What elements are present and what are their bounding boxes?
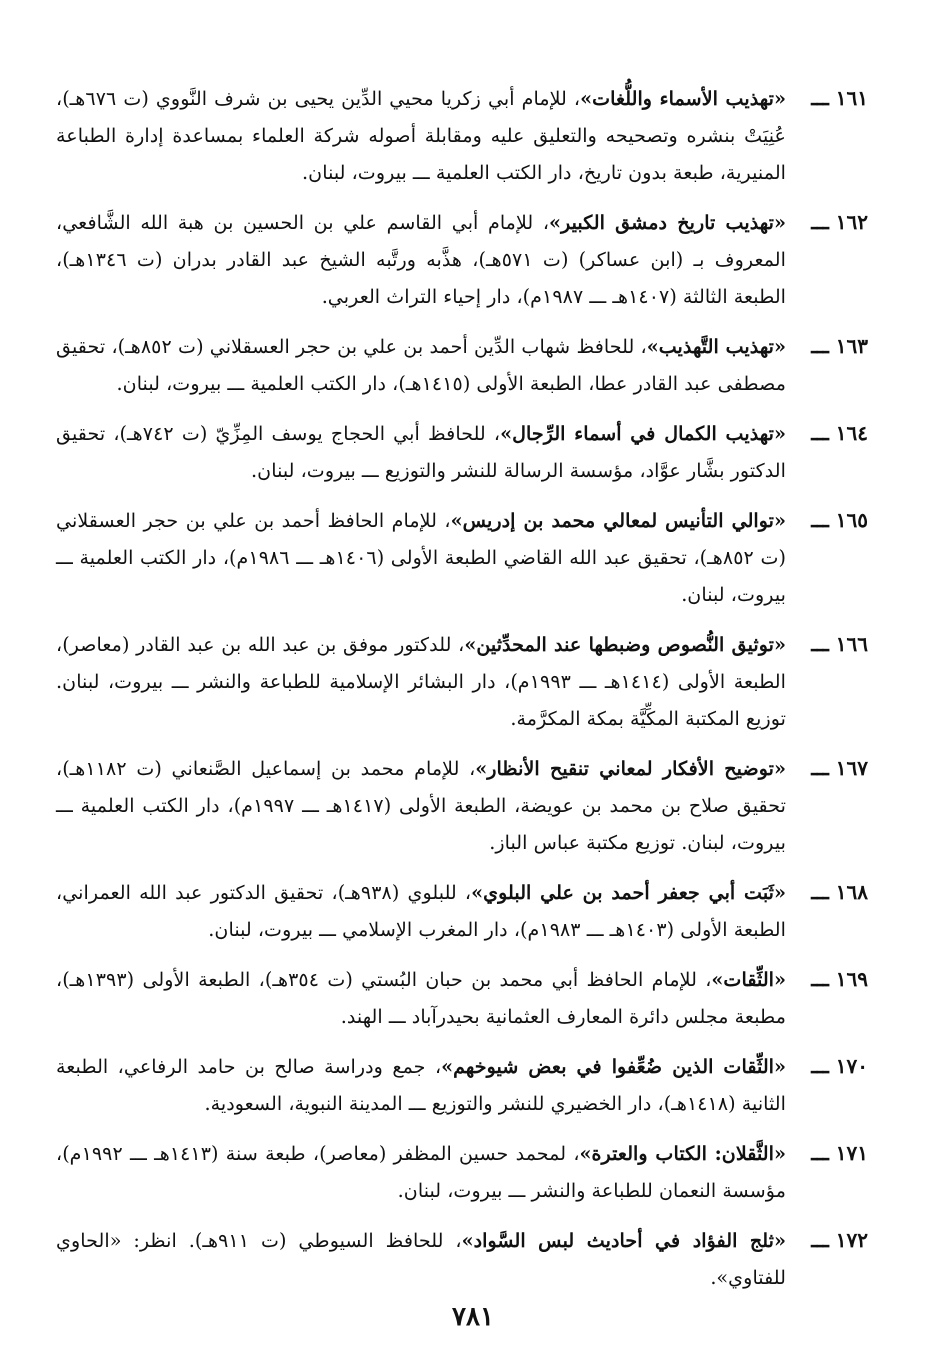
entry-body: [56, 1222, 786, 1296]
entry-number: ١٦٨ ـــ: [811, 880, 868, 904]
entry-title: «تهذيب التَّهذيب»: [646, 335, 787, 358]
entry-body: [56, 328, 786, 402]
entry-title: «تهذيب الأسماء واللُّغات»: [580, 87, 786, 110]
entry-number: ١٧٠ ـــ: [811, 1054, 868, 1078]
entry-title: «توثيق النُّصوص وضبطها عند المحدِّثين»: [464, 633, 786, 656]
entry-body: [56, 626, 786, 737]
entry-body: [56, 874, 786, 948]
entry-title: «توالي التأنيس لمعالي محمد بن إدريس»: [450, 509, 786, 532]
entry-title: «تهذيب الكمال في أسماء الرِّجال»: [500, 422, 786, 445]
entry-number: ١٦٩ ـــ: [811, 967, 868, 991]
entry-body: [56, 415, 786, 489]
entry-text: ، للبلوي (٩٣٨هـ)، تحقيق الدكتور عبد الله العمراني، الطبعة الأولى (١٤٠٣هـ ـــ ١٩٨٣م)، دار المغرب الإسلامي ـــ بيروت، لبنان.: [56, 881, 786, 941]
entry-number: ١٦١ ـــ: [811, 86, 868, 110]
entry-text: ، لمحمد حسين المظفر (معاصر)، طبعة سنة (١٤١٣هـ ـــ ١٩٩٢م)، مؤسسة النعمان للطباعة والنشر ـــ بيروت، لبنان.: [56, 1142, 786, 1202]
entry-number: ١٧١ ـــ: [811, 1141, 868, 1165]
entry-title: «ثلج الفؤاد في أحاديث لبس السَّواد»: [461, 1229, 786, 1252]
bibliography-entry: [56, 80, 868, 191]
entry-body: [56, 1135, 786, 1209]
entry-title: «توضيح الأفكار لمعاني تنقيح الأنظار»: [475, 757, 786, 780]
entry-text: ، للدكتور موفق بن عبد الله بن عبد القادر (معاصر)، الطبعة الأولى (١٤١٤هـ ـــ ١٩٩٣م)، دار البشائر الإسلامية للطباعة والنشر ـــ بيروت، لبنان. توزيع المكتبة المكِّيَّة بمكة المكرَّمة.: [56, 633, 786, 730]
entry-text: ، للحافظ السيوطي (ت ٩١١هـ). انظر: «الحاوي للفتاوي».: [56, 1229, 786, 1289]
entry-number: ١٦٢ ـــ: [811, 210, 868, 234]
bibliography-list: [56, 80, 868, 1309]
entry-number: ١٦٥ ـــ: [811, 508, 868, 532]
entry-text: ، للإمام الحافظ أحمد بن علي بن حجر العسقلاني (ت ٨٥٢هـ)، تحقيق عبد الله القاضي الطبعة الأولى (١٤٠٦هـ ـــ ١٩٨٦م)، دار الكتب العلمية ـــ بيروت، لبنان.: [56, 509, 786, 606]
entry-number: ١٦٣ ـــ: [811, 334, 868, 358]
bibliography-entry: [56, 204, 868, 315]
bibliography-entry: [56, 626, 868, 737]
entry-text: ، للحافظ شهاب الدِّين أحمد بن علي بن حجر العسقلاني (ت ٨٥٢هـ)، تحقيق مصطفى عبد القادر عطا، الطبعة الأولى (١٤١٥هـ)، دار الكتب العلمية ـــ بيروت، لبنان.: [56, 335, 786, 395]
entry-text: ، للإمام أبي القاسم علي بن الحسين بن هبة الله الشَّافعي، المعروف بـ (ابن عساكر) (ت ٥٧١هـ)، هذَّبه ورتَّبه الشيخ عبد القادر بدران (ت ١٣٤٦هـ)، الطبعة الثالثة (١٤٠٧هـ ـــ ١٩٨٧م)، دار إحياء التراث العربي.: [56, 211, 786, 308]
entry-number: ١٦٦ ـــ: [811, 632, 868, 656]
entry-number: ١٦٤ ـــ: [811, 421, 868, 445]
entry-body: [56, 1048, 786, 1122]
entry-title: «الثَّقلان: الكتاب والعترة»: [579, 1142, 786, 1165]
bibliography-entry: [56, 328, 868, 402]
entry-number: ١٦٧ ـــ: [811, 756, 868, 780]
entry-text: ، للإمام محمد بن إسماعيل الصَّنعاني (ت ١١٨٢هـ)، تحقيق صلاح بن محمد بن عويضة، الطبعة الأولى (١٤١٧هـ ـــ ١٩٩٧م)، دار الكتب العلمية ـــ بيروت، لبنان. توزيع مكتبة عباس الباز.: [56, 757, 786, 854]
entry-body: [56, 502, 786, 613]
bibliography-entry: [56, 415, 868, 489]
bibliography-entry: [56, 961, 868, 1035]
bibliography-entry: [56, 750, 868, 861]
entry-body: [56, 750, 786, 861]
entry-title: «تهذيب تاريخ دمشق الكبير»: [549, 211, 786, 234]
entry-title: «ثَبَت أبي جعفر أحمد بن علي البلوي»: [471, 881, 786, 904]
entry-body: [56, 961, 786, 1035]
bibliography-entry: [56, 1222, 868, 1296]
entry-body: [56, 204, 786, 315]
bibliography-entry: [56, 1135, 868, 1209]
entry-body: [56, 80, 786, 191]
entry-title: «الثِّقات»: [711, 968, 786, 991]
bibliography-entry: [56, 502, 868, 613]
entry-text: ، للإمام أبي زكريا محيي الدِّين يحيى بن شرف النَّووي (ت ٦٧٦هـ)، عُنِيَتْ بنشره وتصحيحه والتعليق عليه ومقابلة أصوله شركة العلماء بمساعدة إدارة الطباعة المنيرية، طبعة بدون تاريخ، دار الكتب العلمية ـــ بيروت، لبنان.: [56, 87, 786, 184]
entry-text: ، للإمام الحافظ أبي محمد بن حبان البُستي (ت ٣٥٤هـ)، الطبعة الأولى (١٣٩٣هـ)، مطبعة مجلس دائرة المعارف العثمانية بحيدرآباد ـــ الهند.: [56, 968, 786, 1028]
entry-text: ، للحافظ أبي الحجاج يوسف المِزِّيّ (ت ٧٤٢هـ)، تحقيق الدكتور بشَّار عوَّاد، مؤسسة الرسالة للنشر والتوزيع ـــ بيروت، لبنان.: [56, 422, 786, 482]
entry-text: ، جمع ودراسة صالح بن حامد الرفاعي، الطبعة الثانية (١٤١٨هـ)، دار الخضيري للنشر والتوزيع ـــ المدينة النبوية، السعودية.: [56, 1055, 786, 1115]
page-number: ٧٨١: [452, 1302, 494, 1332]
bibliography-entry: [56, 1048, 868, 1122]
entry-title: «الثِّقات الذين ضُعِّفوا في بعض شيوخهم»: [441, 1055, 786, 1078]
bibliography-entry: [56, 874, 868, 948]
entry-number: ١٧٢ ـــ: [811, 1228, 868, 1252]
